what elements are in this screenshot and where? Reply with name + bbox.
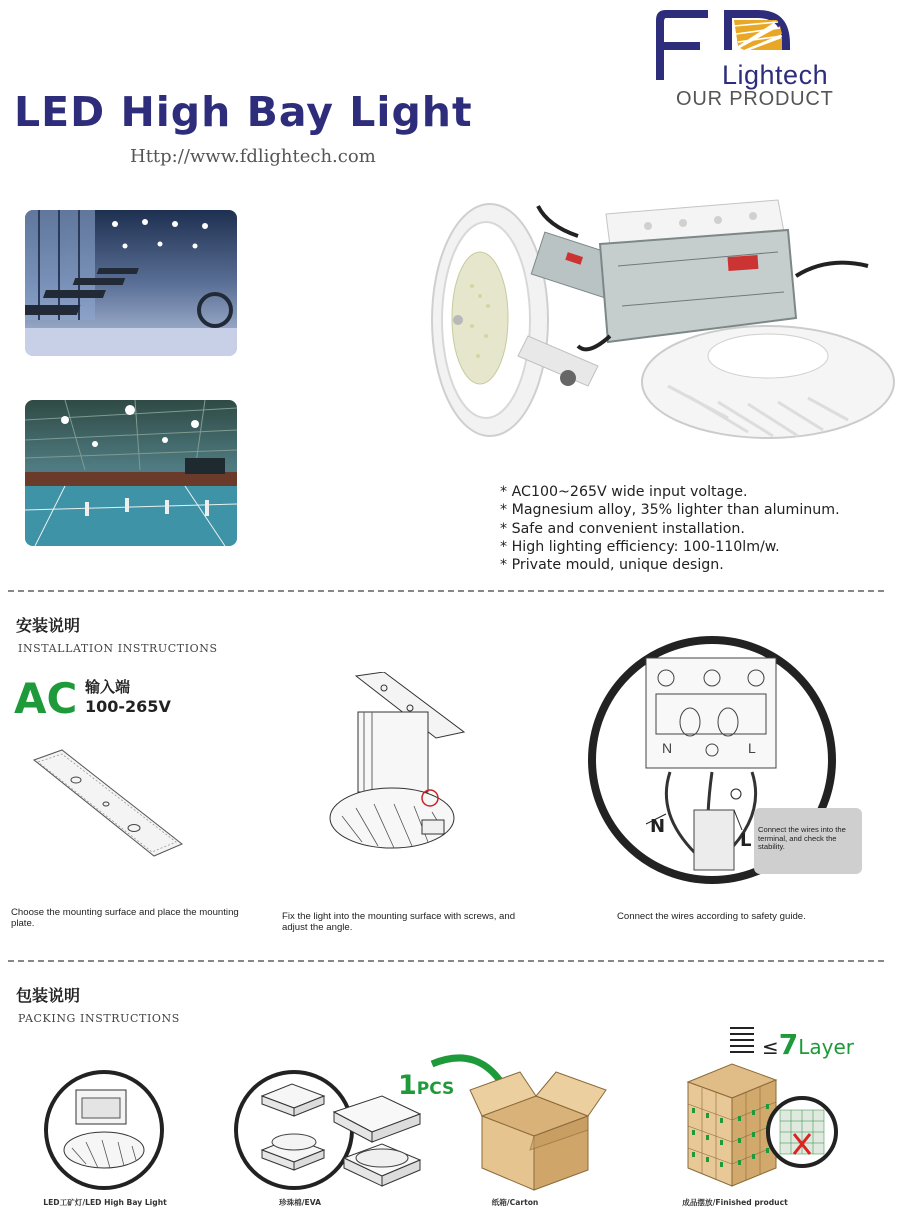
section-divider [8, 590, 884, 592]
packing-light-illustration [42, 1068, 166, 1192]
packing-title-cn: 包装说明 [16, 986, 81, 1005]
feature-item: * Private mould, unique design. [500, 557, 724, 574]
feature-item: * Safe and convenient installation. [500, 520, 745, 537]
install-step-3: Connect the wires according to safety guide. [617, 911, 806, 922]
ac-voltage: 100-265V [85, 697, 171, 716]
layer-sign: ≤ [762, 1035, 779, 1059]
wire-l-label: L [740, 830, 752, 851]
stack-lines-icon [728, 1024, 758, 1054]
terminal-n-label: N [662, 740, 673, 756]
fixture-mount-illustration [322, 672, 472, 862]
carton-illustration [420, 1050, 620, 1192]
feature-item: * Magnesium alloy, 35% lighter than aluminum. [500, 502, 840, 519]
terminal-l-label: L [748, 740, 756, 756]
gymnasium-photo [25, 400, 237, 546]
packing-caption-carton: 纸箱/Carton [491, 1198, 539, 1207]
brand-logo [650, 6, 850, 116]
mounting-plate-illustration [30, 748, 186, 858]
install-step-1: Choose the mounting surface and place the mounting plate. [11, 907, 239, 929]
brand-tagline: OUR PRODUCT [676, 88, 834, 110]
packing-title-en: PACKING INSTRUCTIONS [18, 1012, 180, 1025]
ac-label: AC [14, 674, 78, 723]
gym-photo [25, 210, 237, 356]
max-layer-label [762, 1028, 854, 1061]
wire-n-label: N [650, 816, 666, 837]
pcs-unit: PCS [416, 1079, 455, 1099]
layer-number: 7 [778, 1028, 799, 1061]
brand-name: Lightech [722, 60, 829, 90]
finished-stack-illustration [682, 1058, 842, 1192]
packing-eva-illustration [232, 1066, 422, 1192]
high-bay-light-product-image [428, 196, 898, 458]
packing-caption-finished: 成品摆放/Finished product [682, 1198, 788, 1207]
feature-list [500, 483, 840, 574]
page-title: LED High Bay Light [14, 88, 473, 136]
pcs-number: 1 [398, 1070, 417, 1101]
installation-title-en: INSTALLATION INSTRUCTIONS [18, 642, 218, 655]
packing-caption-light: LED工矿灯/LED High Bay Light [43, 1198, 167, 1207]
website-link[interactable]: Http://www.fdlightech.com [130, 146, 376, 167]
layer-unit: Layer [798, 1035, 855, 1059]
packing-caption-eva: 珍珠棉/EVA [279, 1198, 321, 1207]
ac-input-cn: 输入端 [85, 678, 131, 696]
feature-item: * High lighting efficiency: 100-110lm/w. [500, 538, 780, 555]
wiring-note: Connect the wires into the terminal, and check the stability. [754, 808, 862, 874]
section-divider [8, 960, 884, 962]
installation-title-cn: 安装说明 [16, 616, 81, 635]
feature-item: * AC100~265V wide input voltage. [500, 484, 748, 500]
install-step-2: Fix the light into the mounting surface with screws, and adjust the angle. [282, 911, 516, 933]
